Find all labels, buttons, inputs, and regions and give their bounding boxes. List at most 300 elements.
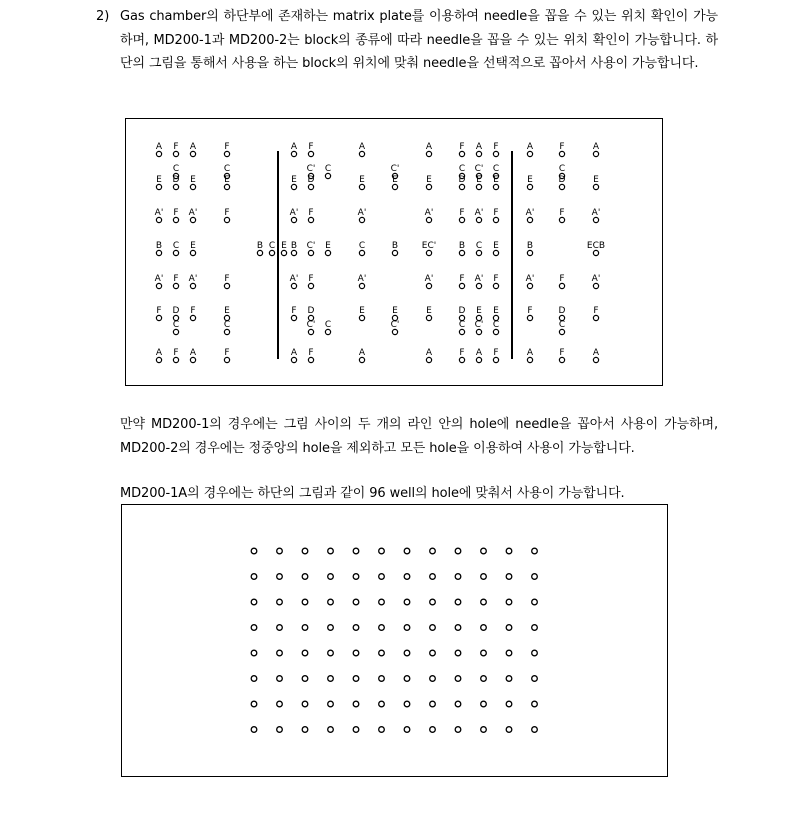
hole-label: D [172, 175, 180, 185]
matrix-hole [493, 348, 498, 363]
matrix-hole [426, 306, 432, 321]
hole-circle [559, 151, 564, 156]
matrix-hole [587, 241, 605, 256]
well-hole [430, 548, 436, 554]
hole-circle [325, 329, 330, 334]
hole-label: A [526, 142, 534, 152]
matrix-hole [526, 208, 535, 223]
matrix-hole [493, 175, 499, 190]
matrix-hole [593, 175, 599, 190]
hole-circle [190, 357, 195, 362]
hole-label: E [224, 306, 230, 316]
hole-label: C [172, 164, 180, 174]
hole-circle [392, 184, 397, 189]
well-hole [379, 701, 385, 707]
hole-circle [493, 283, 498, 288]
matrix-hole [493, 208, 498, 223]
hole-circle [308, 217, 313, 222]
well-hole [328, 548, 334, 554]
matrix-hole [190, 241, 196, 256]
matrix-hole [325, 164, 331, 179]
matrix-hole [391, 320, 400, 335]
hole-circle [426, 184, 431, 189]
hole-circle [291, 217, 296, 222]
matrix-hole [425, 208, 434, 223]
hole-label: A [358, 142, 366, 152]
matrix-hole [392, 175, 398, 190]
hole-circle [190, 315, 195, 320]
hole-label: F [459, 274, 465, 284]
well-hole [532, 574, 538, 580]
matrix-hole [476, 175, 482, 190]
well-hole [506, 625, 512, 631]
hole-label: C [458, 164, 466, 174]
matrix-hole [527, 306, 532, 321]
matrix-hole [308, 274, 313, 289]
hole-label: A' [591, 274, 601, 284]
hole-label: F [459, 208, 465, 218]
matrix-hole [459, 142, 464, 157]
hole-circle [593, 283, 598, 288]
hole-label: F [593, 306, 599, 316]
matrix-hole [308, 306, 315, 321]
matrix-hole [189, 274, 198, 289]
hole-label: F [308, 142, 314, 152]
matrix-hole [527, 348, 534, 363]
well-hole [251, 650, 257, 656]
matrix-hole [592, 274, 601, 289]
hole-circle [426, 217, 431, 222]
hole-circle [291, 283, 296, 288]
well-hole [506, 548, 512, 554]
hole-circle [476, 283, 481, 288]
hole-circle [173, 184, 178, 189]
matrix-hole [308, 348, 313, 363]
matrix-hole [475, 274, 484, 289]
matrix-hole [559, 348, 564, 363]
matrix-hole [290, 274, 299, 289]
well-hole [328, 650, 334, 656]
matrix-hole [291, 241, 297, 256]
hole-label: B [290, 241, 298, 251]
hole-label: A [526, 348, 534, 358]
well-hole [506, 599, 512, 605]
matrix-hole [559, 306, 566, 321]
well-hole [353, 548, 359, 554]
well-hole [430, 574, 436, 580]
hole-circle [593, 184, 598, 189]
well-hole [251, 574, 257, 580]
hole-label: A [592, 142, 600, 152]
well-hole [277, 650, 283, 656]
hole-circle [308, 283, 313, 288]
hole-circle [559, 357, 564, 362]
matrix-hole [459, 274, 464, 289]
well-hole [302, 701, 308, 707]
hole-label: F [459, 142, 465, 152]
matrix-hole [422, 241, 436, 256]
well-hole [481, 574, 487, 580]
hole-circle [459, 184, 464, 189]
hole-label: C [268, 241, 276, 251]
matrix-hole [359, 142, 366, 157]
hole-label: C' [306, 320, 316, 330]
hole-label: C [475, 241, 483, 251]
hole-label: F [559, 208, 565, 218]
hole-label: C' [390, 320, 400, 330]
hole-label: A' [357, 274, 367, 284]
hole-label: D [307, 175, 315, 185]
hole-label: E [190, 241, 196, 251]
well-hole [404, 574, 410, 580]
hole-circle [459, 329, 464, 334]
hole-label: E [281, 241, 287, 251]
well-hole [328, 701, 334, 707]
hole-circle [527, 217, 532, 222]
matrix-hole [459, 306, 466, 321]
hole-circle [476, 217, 481, 222]
hole-circle [493, 357, 498, 362]
hole-label: E [325, 241, 331, 251]
hole-circle [559, 184, 564, 189]
hole-circle [156, 184, 161, 189]
hole-circle [459, 250, 464, 255]
well-hole [277, 574, 283, 580]
well-hole [251, 676, 257, 682]
well-hole [430, 727, 436, 733]
well-hole [251, 727, 257, 733]
hole-circle [224, 151, 229, 156]
hole-circle [359, 357, 364, 362]
matrix-hole [493, 320, 499, 335]
matrix-hole [476, 142, 483, 157]
well-hole [379, 548, 385, 554]
hole-label: B [526, 241, 534, 251]
well-hole [532, 599, 538, 605]
matrix-hole [426, 142, 433, 157]
matrix-hole [476, 306, 482, 321]
matrix-hole [173, 175, 180, 190]
hole-label: E [527, 175, 533, 185]
hole-label: C [558, 164, 566, 174]
well-hole [379, 574, 385, 580]
matrix-hole [308, 175, 315, 190]
well-hole [251, 701, 257, 707]
matrix-hole [190, 175, 196, 190]
matrix-hole [224, 142, 229, 157]
well-hole [328, 676, 334, 682]
hole-circle [173, 217, 178, 222]
hole-circle [269, 250, 274, 255]
hole-label: F [493, 348, 499, 358]
matrix-hole [593, 306, 598, 321]
matrix-hole [290, 208, 299, 223]
hole-label: A' [289, 274, 299, 284]
hole-circle [308, 184, 313, 189]
well-hole [455, 574, 461, 580]
well-hole [430, 599, 436, 605]
well-hole [277, 625, 283, 631]
well-hole [353, 701, 359, 707]
matrix-hole [325, 241, 331, 256]
96-well-diagram [122, 505, 669, 778]
well-hole [302, 650, 308, 656]
hole-label: C [223, 164, 231, 174]
well-hole [481, 599, 487, 605]
hole-label: C [324, 320, 332, 330]
hole-circle [459, 283, 464, 288]
well-hole [532, 650, 538, 656]
well-hole [328, 727, 334, 733]
well-hole [532, 676, 538, 682]
well-hole [455, 599, 461, 605]
hole-label: E [291, 175, 297, 185]
matrix-hole [291, 175, 297, 190]
well-hole [455, 727, 461, 733]
hole-label: D [558, 175, 566, 185]
hole-circle [173, 250, 178, 255]
matrix-hole [307, 241, 316, 256]
hole-circle [493, 184, 498, 189]
hole-label: C [172, 241, 180, 251]
hole-label: F [291, 306, 297, 316]
hole-label: C [172, 320, 180, 330]
well-hole [404, 625, 410, 631]
hole-circle [156, 283, 161, 288]
hole-label: F [190, 306, 196, 316]
matrix-hole [359, 175, 365, 190]
hole-circle [359, 217, 364, 222]
hole-circle [593, 357, 598, 362]
hole-circle [527, 151, 532, 156]
hole-label: E [392, 175, 398, 185]
hole-circle [190, 250, 195, 255]
hole-circle [527, 315, 532, 320]
hole-label: A [189, 142, 197, 152]
matrix-hole [156, 306, 161, 321]
well-hole [404, 650, 410, 656]
hole-label: A [155, 348, 163, 358]
hole-label: A' [188, 208, 198, 218]
matrix-hole [527, 175, 533, 190]
hole-circle [359, 184, 364, 189]
hole-circle [593, 250, 598, 255]
hole-circle [156, 315, 161, 320]
hole-circle [156, 357, 161, 362]
matrix-hole [493, 241, 499, 256]
hole-label: EC' [421, 241, 437, 251]
hole-label: A [475, 142, 483, 152]
well-hole [430, 701, 436, 707]
well-hole [277, 548, 283, 554]
well-hole [353, 625, 359, 631]
well-hole [481, 650, 487, 656]
hole-circle [190, 217, 195, 222]
hole-label: A' [289, 208, 299, 218]
well-hole [430, 650, 436, 656]
well-hole [455, 701, 461, 707]
matrix-hole [224, 175, 230, 190]
matrix-hole [358, 208, 367, 223]
hole-label: F [459, 348, 465, 358]
well-hole [532, 548, 538, 554]
matrix-hole [459, 208, 464, 223]
hole-label: A' [154, 274, 164, 284]
hole-label: A [290, 142, 298, 152]
hole-label: C [458, 320, 466, 330]
well-hole [404, 701, 410, 707]
matrix-hole [459, 348, 464, 363]
hole-circle [559, 217, 564, 222]
hole-circle [224, 329, 229, 334]
hole-circle [359, 151, 364, 156]
hole-label: E [593, 175, 599, 185]
hole-label: E [493, 241, 499, 251]
hole-label: A [358, 348, 366, 358]
matrix-hole [476, 348, 483, 363]
matrix-hole [527, 241, 533, 256]
matrix-hole [559, 175, 566, 190]
hole-label: A' [154, 208, 164, 218]
hole-circle [291, 357, 296, 362]
hole-circle [459, 357, 464, 362]
hole-circle [476, 184, 481, 189]
hole-circle [392, 250, 397, 255]
hole-label: A' [525, 274, 535, 284]
matrix-hole [526, 274, 535, 289]
well-hole [353, 650, 359, 656]
well-hole [277, 599, 283, 605]
hole-label: F [224, 348, 230, 358]
well-hole [353, 727, 359, 733]
hole-circle [476, 151, 481, 156]
hole-circle [291, 184, 296, 189]
well-hole [404, 676, 410, 682]
matrix-hole [155, 274, 164, 289]
paragraph-1: Gas chamber의 하단부에 존재하는 matrix plate를 이용하여 needle을 꼽을 수 있는 위치 확인이 가능하며, MD200-1과 MD200-2는 block의 종류에 따라 needle을 꼽을 수 있는 위치 확인이 가능합니다. 하단의 그림을 통해서 사용을 하는 block의 위치에 맞춰 needle을 선택적으로 꼽아서 사용이 가능합니다. [120, 9, 718, 71]
well-hole [379, 599, 385, 605]
hole-label: A' [474, 274, 484, 284]
hole-circle [426, 357, 431, 362]
well-hole [455, 650, 461, 656]
hole-circle [426, 283, 431, 288]
hole-circle [173, 283, 178, 288]
hole-circle [359, 250, 364, 255]
matrix-hole [173, 320, 179, 335]
paragraph-2: 만약 MD200-1의 경우에는 그림 사이의 두 개의 라인 안의 hole에 needle을 꼽아서 사용이 가능하며, MD200-2의 경우에는 정중앙의 hole을 제외하고 모든 hole을 이용하여 사용이 가능합니다. [120, 417, 718, 456]
hole-label: F [493, 208, 499, 218]
matrix-hole [190, 306, 195, 321]
well-hole [481, 625, 487, 631]
well-hole [455, 676, 461, 682]
hole-circle [559, 329, 564, 334]
matrix-hole [291, 142, 298, 157]
hole-label: A' [591, 208, 601, 218]
well-hole [302, 574, 308, 580]
well-hole [532, 727, 538, 733]
matrix-hole [190, 142, 197, 157]
matrix-hole [425, 274, 434, 289]
matrix-hole [173, 142, 178, 157]
well-hole [251, 599, 257, 605]
hole-label: A' [424, 208, 434, 218]
hole-label: F [559, 142, 565, 152]
well-hole [506, 701, 512, 707]
well-hole [430, 625, 436, 631]
hole-label: F [527, 306, 533, 316]
96-well-figure [121, 504, 668, 777]
matrix-hole [475, 320, 484, 335]
matrix-hole [593, 348, 600, 363]
hole-circle [426, 250, 431, 255]
hole-circle [224, 357, 229, 362]
hole-circle [190, 283, 195, 288]
hole-label: F [224, 274, 230, 284]
matrix-hole [559, 142, 564, 157]
hole-circle [476, 357, 481, 362]
matrix-hole [257, 241, 287, 256]
hole-label: C' [474, 164, 484, 174]
hole-circle [359, 283, 364, 288]
matrix-hole [156, 142, 163, 157]
hole-label: C [558, 320, 566, 330]
well-hole [353, 574, 359, 580]
hole-label: E [426, 306, 432, 316]
well-hole [506, 676, 512, 682]
hole-circle [459, 151, 464, 156]
well-hole [506, 650, 512, 656]
well-hole [481, 548, 487, 554]
hole-circle [559, 283, 564, 288]
well-hole [353, 676, 359, 682]
well-hole [353, 599, 359, 605]
hole-label: F [308, 208, 314, 218]
well-hole [481, 676, 487, 682]
hole-circle [173, 151, 178, 156]
well-hole [379, 625, 385, 631]
hole-label: A [475, 348, 483, 358]
matrix-hole [291, 306, 296, 321]
hole-label: F [173, 274, 179, 284]
well-hole [277, 701, 283, 707]
well-hole [455, 548, 461, 554]
hole-circle [459, 217, 464, 222]
matrix-hole [426, 175, 432, 190]
matrix-hole [325, 320, 331, 335]
matrix-hole [359, 241, 365, 256]
matrix-hole [189, 208, 198, 223]
hole-label: A [592, 348, 600, 358]
matrix-hole [392, 306, 398, 321]
matrix-hole [156, 241, 162, 256]
hole-circle [173, 357, 178, 362]
hole-label: E [392, 306, 398, 316]
matrix-hole [475, 208, 484, 223]
hole-label: E [224, 175, 230, 185]
matrix-hole [224, 274, 229, 289]
matrix-hole [527, 142, 534, 157]
hole-label: B [391, 241, 399, 251]
hole-label: A [290, 348, 298, 358]
hole-circle [476, 329, 481, 334]
matrix-hole [493, 306, 499, 321]
hole-label: D [307, 306, 315, 316]
hole-circle [257, 250, 262, 255]
hole-circle [476, 250, 481, 255]
matrix-hole [173, 306, 180, 321]
matrix-hole [559, 274, 564, 289]
hole-label: C [223, 320, 231, 330]
